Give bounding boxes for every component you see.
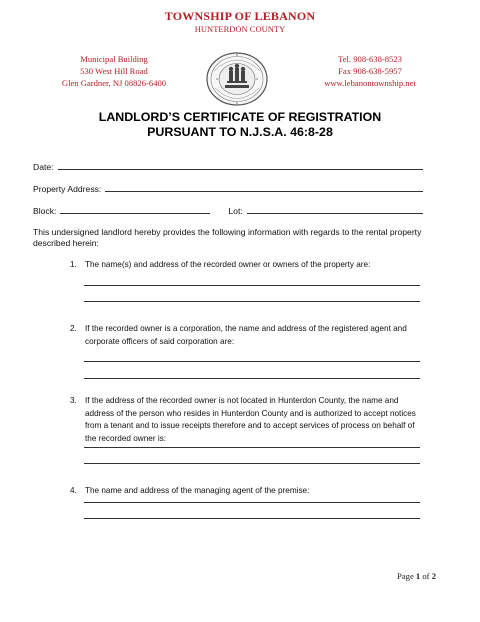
item-1-number: 1.: [70, 260, 77, 269]
item-3-answer-line-2[interactable]: [84, 463, 420, 464]
page-current: 1: [415, 571, 421, 581]
township-seal-icon: [205, 51, 269, 107]
website-text: www.lebanontownship.net: [324, 78, 416, 88]
block-lot-field-row: [33, 202, 423, 216]
document-title-line2: PURSUANT TO N.J.S.A. 46:8-28: [147, 125, 333, 139]
date-field-row: [33, 158, 423, 172]
block-label: Block:: [33, 206, 57, 216]
item-2-answer-line-1[interactable]: [84, 361, 420, 362]
page-total: 2: [431, 571, 436, 581]
page-of-label: of: [422, 571, 430, 581]
item-2-answer-line-2[interactable]: [84, 378, 420, 379]
property-address-field-row: [33, 180, 423, 194]
item-1-answer-line-2[interactable]: [84, 301, 420, 302]
lot-label: Lot:: [228, 206, 243, 216]
municipal-building-text: Municipal Building: [80, 54, 148, 64]
item-2: [70, 323, 424, 348]
item-1-text: The name(s) and address of the recorded owner or owners of the property are:: [85, 260, 371, 269]
item-1: [70, 259, 424, 272]
item-2-text: If the recorded owner is a corporation, the name and address of the registered agent and corporate officers of said corporation are:: [85, 324, 407, 346]
page-indicator: [397, 571, 436, 581]
item-3-answer-line-1[interactable]: [84, 447, 420, 448]
item-3-text: If the address of the recorded owner is not located in Hunterdon County, the name and address of the person who resides in Hunterdon County and is authorized to accept notices from a tenant and to issue receipts therefore and to accept services of process on behalf of the recorded owner is:: [85, 396, 416, 443]
document-title-line1: LANDLORD’S CERTIFICATE OF REGISTRATION: [98, 110, 382, 124]
property-address-blank-line[interactable]: [105, 191, 423, 192]
property-address-label: Property Address:: [33, 184, 102, 194]
intro-paragraph: This undersigned landlord hereby provides the following information with regards to the rental property described herein:: [33, 227, 422, 248]
item-4-answer-line-1[interactable]: [84, 502, 420, 503]
item-4-number: 4.: [70, 486, 77, 495]
county-name: HUNTERDON COUNTY: [194, 24, 286, 34]
page-label: Page: [397, 571, 414, 581]
city-address-text: Glen Gardner, NJ 08826-6400: [61, 78, 167, 88]
item-4-text: The name and address of the managing agent of the premise:: [85, 486, 310, 495]
date-label: Date:: [33, 162, 54, 172]
item-4-answer-line-2[interactable]: [84, 518, 420, 519]
item-1-answer-line-1[interactable]: [84, 285, 420, 286]
item-3: [70, 395, 424, 445]
street-address-text: 530 West Hill Road: [80, 66, 148, 76]
item-3-number: 3.: [70, 396, 77, 405]
lot-blank-line[interactable]: [247, 213, 423, 214]
fax-text: Fax 908-638-5957: [338, 66, 402, 76]
item-2-number: 2.: [70, 324, 77, 333]
block-blank-line[interactable]: [60, 213, 210, 214]
date-blank-line[interactable]: [58, 169, 423, 170]
item-4: [70, 485, 424, 498]
township-name: TOWNSHIP OF LEBANON: [164, 9, 316, 23]
telephone-text: Tel. 908-638-8523: [338, 54, 402, 64]
